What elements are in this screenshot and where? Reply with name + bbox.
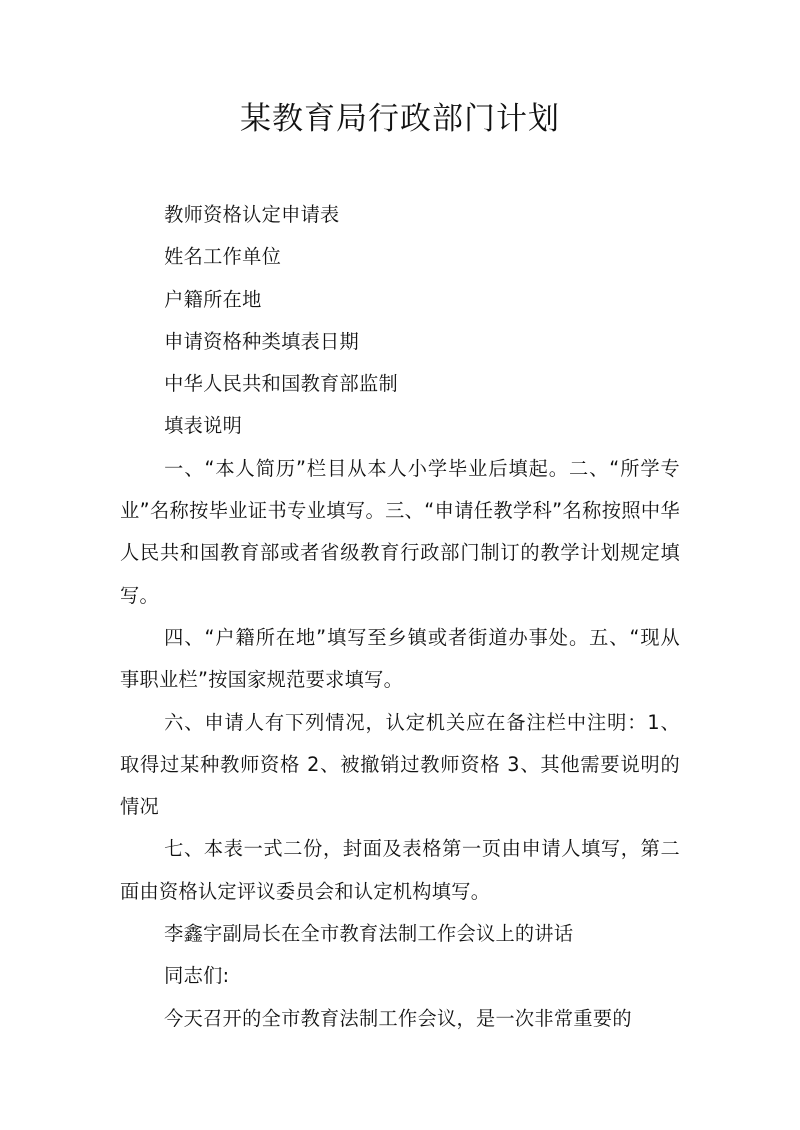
speech-title: 李鑫宇副局长在全市教育法制工作会议上的讲话 [164,922,574,946]
instruction-paragraph-3: 六、申请人有下列情况，认定机关应在备注栏中注明：1、取得过某种教师资格 2、被撤销过教师资格 3、其他需要说明的情况 [120,710,680,819]
household-location-line: 户籍所在地 [164,287,262,311]
document-body [120,194,680,1040]
instruction-paragraph-2: 四、“户籍所在地”填写至乡镇或者街道办事处。五、“现从事职业栏”按国家规范要求填写。 [120,625,680,692]
instruction-paragraph-1: 一、“本人简历”栏目从本人小学毕业后填起。二、“所学专业”名称按毕业证书专业填写。三、“申请任教学科”名称按照中华人民共和国教育部或者省级教育行政部门制订的教学计划规定填写。 [120,456,680,607]
document-title: 某教育局行政部门计划 [240,101,560,137]
speech-paragraph: 今天召开的全市教育法制工作会议，是一次非常重要的 [164,1006,632,1030]
name-unit-line: 姓名工作单位 [164,245,282,269]
qualification-date-line: 申请资格种类填表日期 [164,329,360,353]
instruction-paragraph-4: 七、本表一式二份，封面及表格第一页由申请人填写，第二面由资格认定评议委员会和认定机构填写。 [120,837,680,903]
form-title-line: 教师资格认定申请表 [164,203,340,226]
supervisor-line: 中华人民共和国教育部监制 [164,372,399,396]
instructions-heading: 填表说明 [164,414,243,438]
speech-greeting: 同志们: [164,964,230,988]
